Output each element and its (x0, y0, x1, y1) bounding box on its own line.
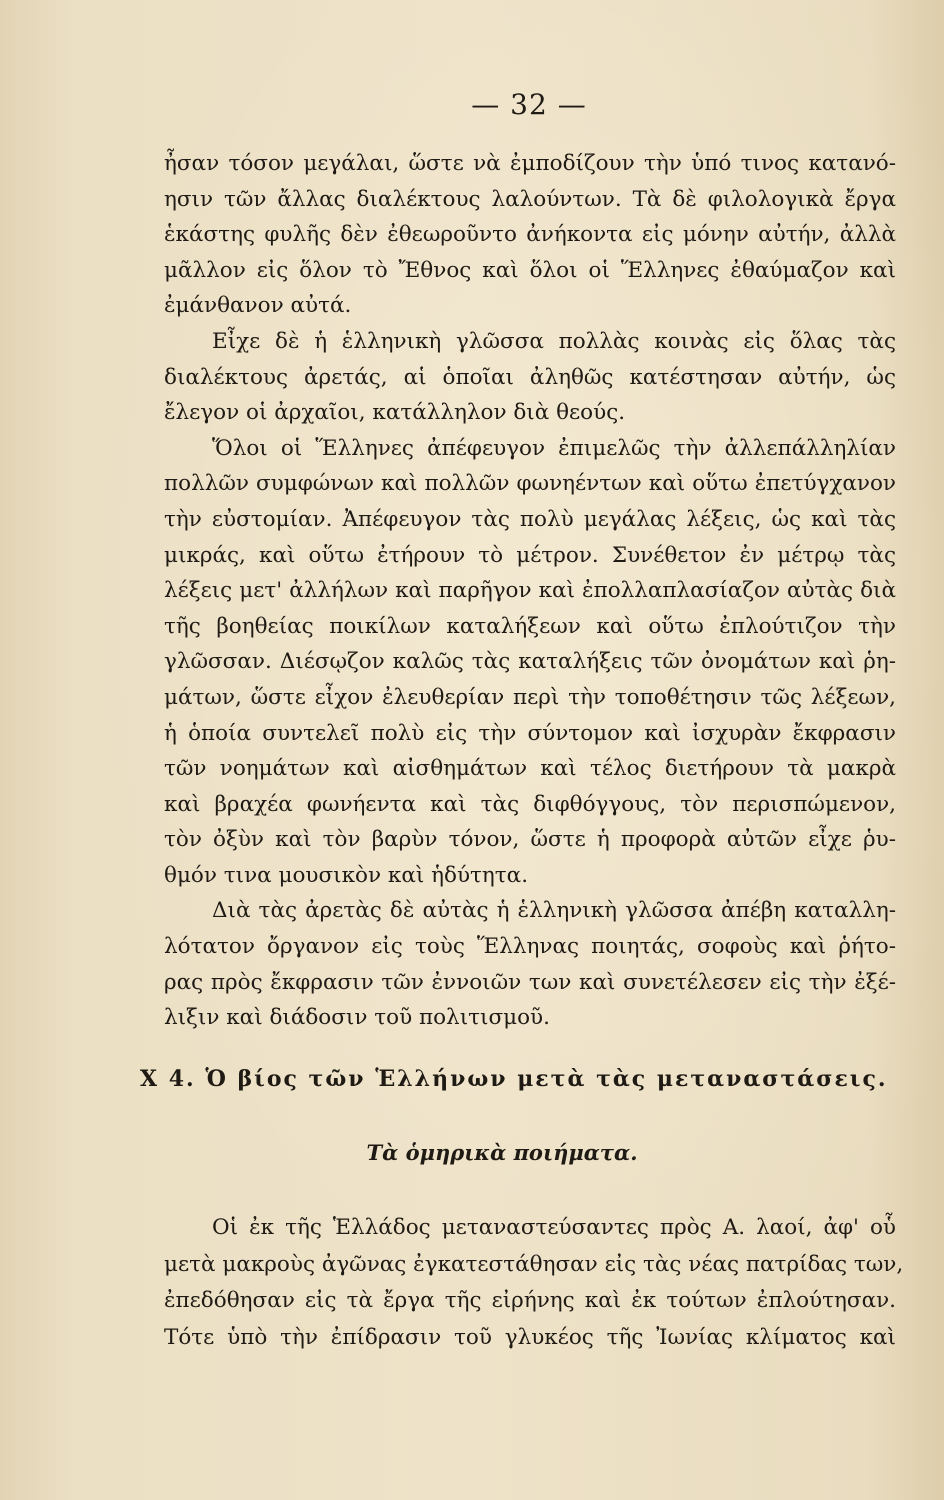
main-text (164, 146, 896, 1036)
section-subheading: Τὰ ὁμηρικὰ ποιήματα. (366, 1140, 638, 1165)
paragraph (164, 324, 896, 431)
text-line: μικράς, καὶ οὕτω ἐτήρουν τὸ μέτρον. Συνέθετον ἐν μέτρῳ τὰς (164, 542, 896, 568)
section-text (164, 1210, 904, 1356)
page-number: — 32 — (471, 88, 587, 121)
text-line: λότατον ὄργανον εἰς τοὺς Ἕλληνας ποιητάς, σοφοὺς καὶ ῥήτο- (164, 934, 896, 960)
text-line: ἦσαν τόσον μεγάλαι, ὥστε νὰ ἐμποδίζουν τὴν ὑπό τινος κατανό- (164, 151, 896, 176)
text-line: γλῶσσαν. Διέσῳζον καλῶς τὰς καταλήξεις τῶν ὀνομάτων καὶ ῥη- (164, 649, 896, 675)
text-line: ἑκάστης φυλῆς δὲν ἐθεωροῦντο ἀνήκοντα εἰς μόνην αὐτήν, ἀλλὰ (164, 222, 896, 248)
paragraph (164, 1210, 904, 1356)
text-line: τῆς βοηθείας ποικίλων καταλήξεων καὶ οὕτω ἐπλούτιζον τὴν (164, 613, 896, 639)
text-line: ρας πρὸς ἔκφρασιν τῶν ἐννοιῶν των καὶ συνετέλεσεν εἰς τὴν ἐξέ- (164, 969, 896, 995)
text-line: ησιν τῶν ἄλλας διαλέκτους λαλούντων. Τὰ δὲ φιλολογικὰ ἔργα (164, 186, 896, 212)
text-line: μάτων, ὥστε εἶχον ἐλευθερίαν περὶ τὴν τοποθέτησιν τῶς λέξεων, (164, 684, 896, 710)
paragraph (164, 431, 896, 894)
text-line: πολλῶν συμφώνων καὶ πολλῶν φωνηέντων καὶ οὕτω ἐπετύγχανον (164, 471, 896, 497)
text-line: Διὰ τὰς ἀρετὰς δὲ αὐτὰς ἡ ἑλληνικὴ γλῶσσα ἀπέβη καταλλη- (212, 898, 896, 924)
section-heading: X 4. Ὁ βίος τῶν Ἑλλήνων μετὰ τὰς μεταναστάσεις. (140, 1066, 888, 1092)
text-line: τῶν νοημάτων καὶ αἰσθημάτων καὶ τέλος διετήρουν τὰ μακρὰ (164, 756, 896, 782)
text-line: Τότε ὑπὸ τὴν ἐπίδρασιν τοῦ γλυκέος τῆς Ἰωνίας κλίματος καὶ (164, 1324, 896, 1350)
paragraph (164, 146, 896, 324)
text-line: θμόν τινα μουσικὸν καὶ ἡδύτητα. (164, 862, 529, 888)
text-line: Οἱ ἐκ τῆς Ἑλλάδος μεταναστεύσαντες πρὸς Α. λαοί, ἀφ' οὗ (212, 1215, 896, 1240)
text-line: μετὰ μακροὺς ἀγῶνας ἐγκατεστάθησαν εἰς τὰς νέας πατρίδας των, (164, 1251, 904, 1277)
text-line: λιξιν καὶ διάδοσιν τοῦ πολιτισμοῦ. (164, 1005, 550, 1031)
text-line: λέξεις μετ' ἀλλήλων καὶ παρῆγον καὶ ἐπολλαπλασίαζον αὐτὰς διὰ (164, 578, 896, 604)
text-line: ἐμάνθανον αὐτά. (164, 293, 352, 319)
text-line: Ὅλοι οἱ Ἕλληνες ἀπέφευγον ἐπιμελῶς τὴν ἀλλεπάλληλίαν (212, 435, 896, 461)
text-line: μᾶλλον εἰς ὅλον τὸ Ἔθνος καὶ ὅλοι οἱ Ἕλληνες ἐθαύμαζον καὶ (164, 257, 896, 283)
text-line: ἐπεδόθησαν εἰς τὰ ἔργα τῆς εἰρήνης καὶ ἐκ τούτων ἐπλούτησαν. (164, 1288, 896, 1313)
text-line: τὸν ὀξὺν καὶ τὸν βαρὺν τόνον, ὥστε ἡ προφορὰ αὐτῶν εἶχε ῥυ- (164, 827, 896, 853)
paragraph (164, 893, 896, 1035)
text-line: διαλέκτους ἀρετάς, αἱ ὁποῖαι ἀληθῶς κατέστησαν αὐτήν, ὡς (164, 364, 896, 390)
text-line: καὶ βραχέα φωνήεντα καὶ τὰς διφθόγγους, τὸν περισπώμενον, (164, 791, 896, 817)
text-line: ἔλεγον οἱ ἀρχαῖοι, κατάλληλον διὰ θεούς. (164, 400, 626, 426)
text-line: ἡ ὁποία συντελεῖ πολὺ εἰς τὴν σύντομον καὶ ἰσχυρὰν ἔκφρασιν (164, 720, 896, 746)
text-line: Εἶχε δὲ ἡ ἑλληνικὴ γλῶσσα πολλὰς κοινὰς εἰς ὅλας τὰς (212, 328, 896, 354)
text-line: τὴν εὐστομίαν. Ἀπέφευγον τὰς πολὺ μεγάλας λέξεις, ὡς καὶ τὰς (164, 506, 896, 532)
